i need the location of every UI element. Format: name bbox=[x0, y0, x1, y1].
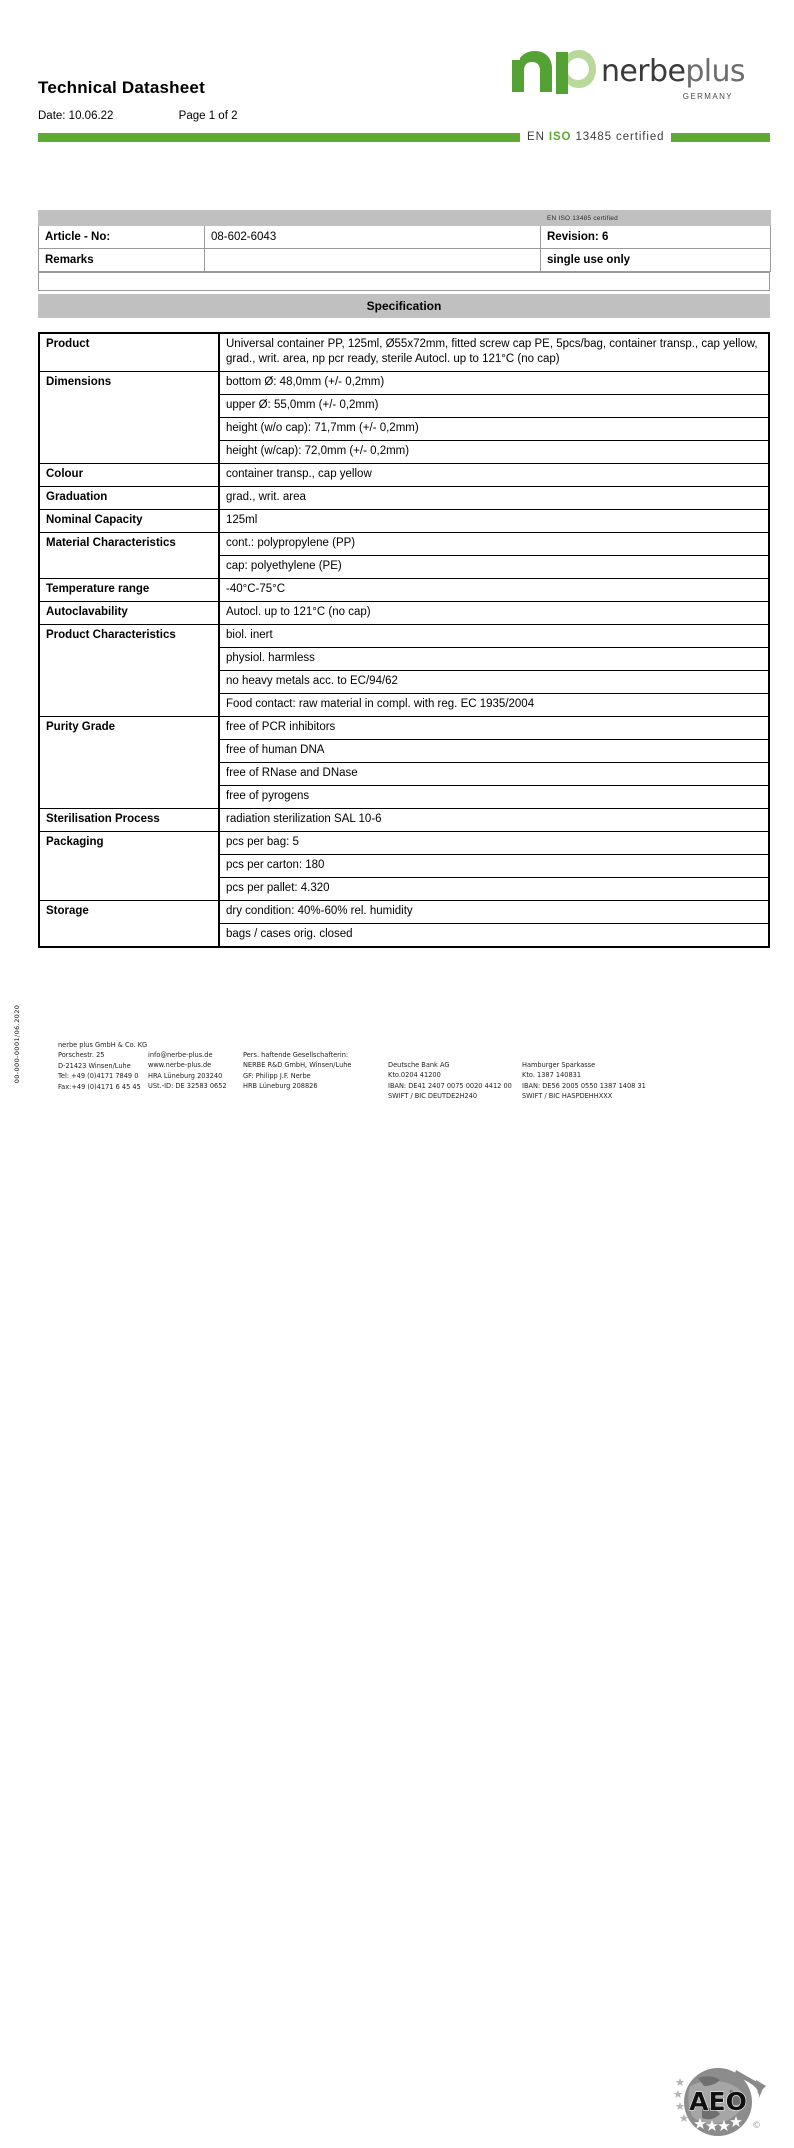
spec-value: biol. inert bbox=[219, 625, 769, 648]
footer-line: NERBE R&D GmbH, Winsen/Luhe bbox=[243, 1061, 352, 1070]
cert-suffix: 13485 certified bbox=[571, 131, 665, 143]
spec-key-temperature-range: Temperature range bbox=[39, 579, 219, 602]
spec-key-colour: Colour bbox=[39, 464, 219, 487]
svg-text:AEO: AEO bbox=[689, 2087, 747, 2116]
table-row bbox=[39, 901, 769, 924]
footer-line: info@nerbe-plus.de bbox=[148, 1051, 213, 1059]
spec-key-nominal-capacity: Nominal Capacity bbox=[39, 510, 219, 533]
spec-key-sterilisation-process: Sterilisation Process bbox=[39, 809, 219, 832]
table-row bbox=[39, 809, 769, 832]
spec-value: free of PCR inhibitors bbox=[219, 717, 769, 740]
table-row bbox=[39, 832, 769, 855]
page-header bbox=[0, 0, 794, 150]
footer-line: HRB Lüneburg 208826 bbox=[243, 1082, 318, 1091]
spec-key-product-characteristics: Product Characteristics bbox=[39, 625, 219, 717]
footer-line: USt.-ID: DE 32583 0652 bbox=[148, 1082, 227, 1091]
footer-line: Tel: +49 (0)4171 7849 0 bbox=[58, 1072, 139, 1081]
footer-column-bank-haspa bbox=[522, 1060, 646, 1102]
grey-cell-mid bbox=[205, 211, 541, 226]
logo-word-plus: plus bbox=[685, 54, 745, 89]
table-row bbox=[39, 372, 769, 395]
article-info-table bbox=[38, 210, 771, 272]
spec-value: height (w/cap): 72,0mm (+/- 0,2mm) bbox=[219, 441, 769, 464]
spec-value: -40°C-75°C bbox=[219, 579, 769, 602]
spec-key-autoclavability: Autoclavability bbox=[39, 602, 219, 625]
remarks-value bbox=[205, 249, 541, 272]
spec-key-product: Product bbox=[39, 333, 219, 372]
spec-value: upper Ø: 55,0mm (+/- 0,2mm) bbox=[219, 395, 769, 418]
footer-line: Deutsche Bank AG bbox=[388, 1061, 450, 1069]
specification-table bbox=[38, 332, 770, 948]
spec-value: pcs per pallet: 4.320 bbox=[219, 878, 769, 901]
table-row bbox=[39, 625, 769, 648]
spec-value: physiol. harmless bbox=[219, 648, 769, 671]
spec-value: grad., writ. area bbox=[219, 487, 769, 510]
company-logo bbox=[505, 48, 775, 110]
logo-wordmark bbox=[601, 54, 745, 89]
table-row bbox=[39, 273, 770, 291]
svg-text:©: © bbox=[752, 2121, 761, 2131]
spec-value: dry condition: 40%-60% rel. humidity bbox=[219, 901, 769, 924]
spec-value: bottom Ø: 48,0mm (+/- 0,2mm) bbox=[219, 372, 769, 395]
spec-value: 125ml bbox=[219, 510, 769, 533]
table-row bbox=[39, 717, 769, 740]
spec-value: no heavy metals acc. to EC/94/62 bbox=[219, 671, 769, 694]
spec-key-packaging: Packaging bbox=[39, 832, 219, 901]
spec-value: free of pyrogens bbox=[219, 786, 769, 809]
table-row bbox=[39, 333, 769, 372]
cert-iso: ISO bbox=[548, 131, 572, 143]
spec-value: pcs per carton: 180 bbox=[219, 855, 769, 878]
logo-country-label: GERMANY bbox=[682, 92, 733, 101]
table-row bbox=[39, 487, 769, 510]
logo-word-nerbe: nerbe bbox=[601, 54, 686, 89]
spec-value: container transp., cap yellow bbox=[219, 464, 769, 487]
table-row bbox=[39, 211, 771, 226]
spec-value: free of human DNA bbox=[219, 740, 769, 763]
table-row bbox=[39, 249, 771, 272]
spec-key-material-characteristics: Material Characteristics bbox=[39, 533, 219, 579]
spec-value: Autocl. up to 121°C (no cap) bbox=[219, 602, 769, 625]
grey-cell-left bbox=[39, 211, 205, 226]
footer-line: nerbe plus GmbH & Co. KG bbox=[58, 1041, 148, 1049]
footer-line: Hamburger Sparkasse bbox=[522, 1061, 596, 1069]
footer-line: GF: Philipp J.F. Nerbe bbox=[243, 1071, 311, 1080]
footer-line: Fax:+49 (0)4171 6 45 45 bbox=[58, 1082, 141, 1091]
document-code-vertical: 00-000-0001/06.2020 bbox=[13, 1004, 21, 1084]
footer-line: IBAN: DE56 2005 0550 1387 1408 31 bbox=[522, 1081, 646, 1090]
np-logo-mark-icon bbox=[510, 48, 598, 94]
page-number: Page 1 of 2 bbox=[178, 110, 238, 122]
footer-line: Kto.0204 41200 bbox=[388, 1071, 441, 1080]
spec-value: height (w/o cap): 71,7mm (+/- 0,2mm) bbox=[219, 418, 769, 441]
spec-key-dimensions: Dimensions bbox=[39, 372, 219, 464]
spec-value: Food contact: raw material in compl. with reg. EC 1935/2004 bbox=[219, 694, 769, 717]
footer-line: SWIFT / BIC HASPDEHHXXX bbox=[522, 1092, 613, 1101]
spacer-cell bbox=[39, 273, 770, 291]
cert-prefix: EN bbox=[527, 131, 549, 143]
certification-banner bbox=[520, 128, 671, 146]
article-no-label: Article - No: bbox=[39, 226, 205, 249]
spec-key-storage: Storage bbox=[39, 901, 219, 948]
spec-key-purity-grade: Purity Grade bbox=[39, 717, 219, 809]
spec-key-graduation: Graduation bbox=[39, 487, 219, 510]
document-meta bbox=[38, 110, 237, 122]
footer-line: www.nerbe-plus.de bbox=[148, 1061, 212, 1070]
single-use-value: single use only bbox=[541, 249, 771, 272]
grey-cell-cert-note: EN ISO 13485 certified bbox=[541, 211, 771, 226]
spacer-table bbox=[38, 272, 770, 291]
footer-line: HRA Lüneburg 203240 bbox=[148, 1071, 223, 1080]
table-row bbox=[39, 226, 771, 249]
footer-line: Pers. haftende Gesellschafterin: bbox=[243, 1051, 349, 1059]
footer-line: Kto. 1387 140831 bbox=[522, 1071, 582, 1080]
spec-value: cont.: polypropylene (PP) bbox=[219, 533, 769, 556]
aeo-certification-icon bbox=[672, 2056, 768, 2148]
page-title: Technical Datasheet bbox=[38, 78, 205, 97]
spec-value: Universal container PP, 125ml, Ø55x72mm, fitted screw cap PE, 5pcs/bag, container transp., cap yellow, grad., writ. area, np pcr ready, sterile Autocl. up to 121°C (no cap) bbox=[219, 333, 769, 372]
spec-value: radiation sterilization SAL 10-6 bbox=[219, 809, 769, 832]
spec-value: bags / cases orig. closed bbox=[219, 924, 769, 948]
specification-band: Specification bbox=[38, 294, 770, 318]
table-row bbox=[39, 579, 769, 602]
spec-value: cap: polyethylene (PE) bbox=[219, 556, 769, 579]
table-row bbox=[39, 464, 769, 487]
spec-value: pcs per bag: 5 bbox=[219, 832, 769, 855]
footer-column-bank-deutsche bbox=[388, 1060, 512, 1102]
table-row bbox=[39, 510, 769, 533]
table-row bbox=[39, 602, 769, 625]
page-footer bbox=[0, 1034, 794, 2131]
specification-table-body bbox=[39, 333, 769, 947]
revision-value: Revision: 6 bbox=[541, 226, 771, 249]
spec-value: free of RNase and DNase bbox=[219, 763, 769, 786]
footer-line: Porschestr. 25 bbox=[58, 1051, 105, 1060]
article-no-value: 08-602-6043 bbox=[205, 226, 541, 249]
remarks-label: Remarks bbox=[39, 249, 205, 272]
footer-line: IBAN: DE41 2407 0075 0020 4412 00 bbox=[388, 1081, 512, 1090]
table-row bbox=[39, 533, 769, 556]
footer-column-contact bbox=[148, 1050, 227, 1092]
footer-column-legal bbox=[243, 1050, 351, 1092]
footer-line: D-21423 Winsen/Luhe bbox=[58, 1061, 131, 1070]
footer-line: SWIFT / BIC DEUTDE2H240 bbox=[388, 1092, 478, 1101]
footer-column-company bbox=[58, 1040, 147, 1092]
document-date: Date: 10.06.22 bbox=[38, 110, 114, 122]
